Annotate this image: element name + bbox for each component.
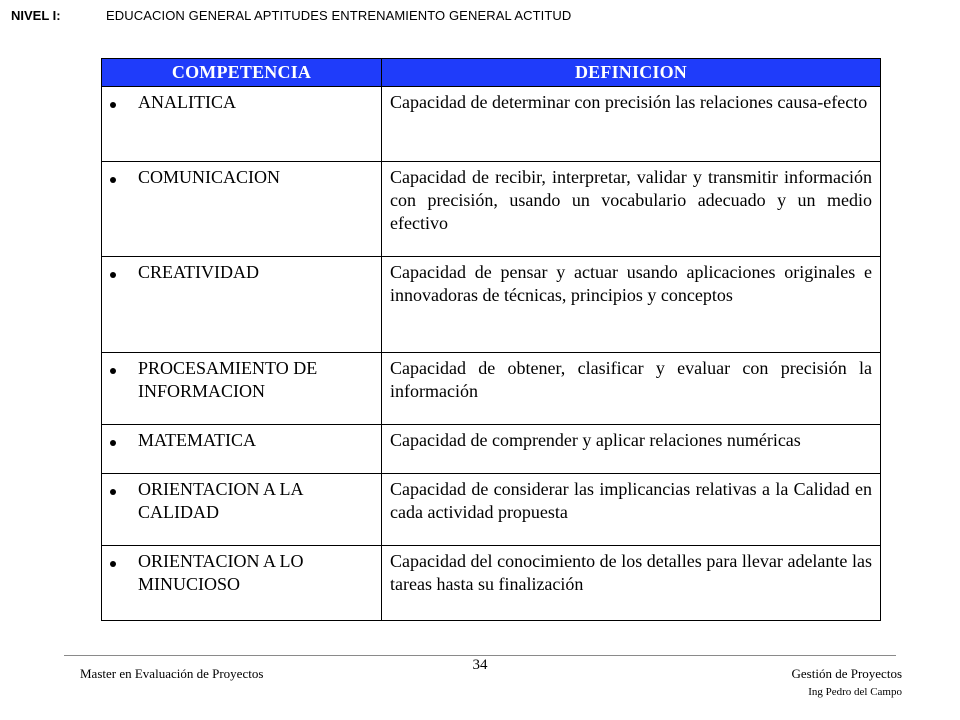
competency-cell (102, 474, 382, 546)
competency-name: MATEMATICA (138, 430, 257, 450)
definition-text: Capacidad de recibir, interpretar, validar y transmitir información con precisión, usando un vocabulario adecuado y un medio efectivo (390, 167, 872, 233)
column-header-competencia: COMPETENCIA (102, 59, 382, 87)
definition-cell (382, 546, 881, 621)
definition-text: Capacidad de determinar con precisión las relaciones causa-efecto (390, 92, 868, 112)
competency-cell (102, 353, 382, 425)
definition-cell (382, 87, 881, 162)
footer-subject: Gestión de Proyectos (791, 666, 902, 681)
footer-course: Master en Evaluación de Proyectos (80, 666, 264, 681)
definition-cell (382, 425, 881, 474)
bullet-icon (110, 561, 116, 567)
bullet-icon (110, 368, 116, 374)
competency-name: CREATIVIDAD (138, 262, 259, 282)
page-header (11, 8, 571, 23)
bullet-icon (110, 440, 116, 446)
table-row (102, 474, 881, 546)
definition-text: Capacidad de obtener, clasificar y evaluar con precisión la información (390, 358, 872, 401)
competency-table (101, 58, 881, 621)
bullet-icon (110, 489, 116, 495)
competency-cell (102, 425, 382, 474)
footer-course-info (792, 664, 902, 702)
table-row (102, 546, 881, 621)
level-subjects: EDUCACION GENERAL APTITUDES ENTRENAMIENTO GENERAL ACTITUD (106, 8, 572, 23)
competency-name: ORIENTACION A LO MINUCIOSO (138, 551, 304, 594)
competency-name: PROCESAMIENTO DE INFORMACION (138, 358, 318, 401)
definition-cell (382, 257, 881, 353)
competency-name: ORIENTACION A LA CALIDAD (138, 479, 303, 522)
definition-cell (382, 353, 881, 425)
footer-divider (64, 655, 896, 656)
definition-cell (382, 162, 881, 257)
definition-text: Capacidad de pensar y actuar usando aplicaciones originales e innovadoras de técnicas, principios y conceptos (390, 262, 872, 305)
bullet-icon (110, 102, 116, 108)
level-label: NIVEL I: (11, 8, 61, 23)
competency-cell (102, 546, 382, 621)
table-header-row (102, 59, 881, 87)
table-row (102, 257, 881, 353)
page-number: 34 (472, 657, 488, 673)
bullet-icon (110, 177, 116, 183)
table-row (102, 162, 881, 257)
definition-text: Capacidad del conocimiento de los detalles para llevar adelante las tareas hasta su finalización (390, 551, 872, 594)
definition-text: Capacidad de comprender y aplicar relaciones numéricas (390, 430, 801, 450)
definition-text: Capacidad de considerar las implicancias relativas a la Calidad en cada actividad propuesta (390, 479, 872, 522)
competency-name: COMUNICACION (138, 167, 281, 187)
competency-cell (102, 257, 382, 353)
table-row (102, 87, 881, 162)
definition-cell (382, 474, 881, 546)
competency-name: ANALITICA (138, 92, 236, 112)
bullet-icon (110, 272, 116, 278)
competency-cell (102, 87, 382, 162)
competency-cell (102, 162, 382, 257)
footer-author: Ing Pedro del Campo (808, 686, 902, 698)
table-row (102, 353, 881, 425)
column-header-definicion: DEFINICION (382, 59, 881, 87)
table-row (102, 425, 881, 474)
